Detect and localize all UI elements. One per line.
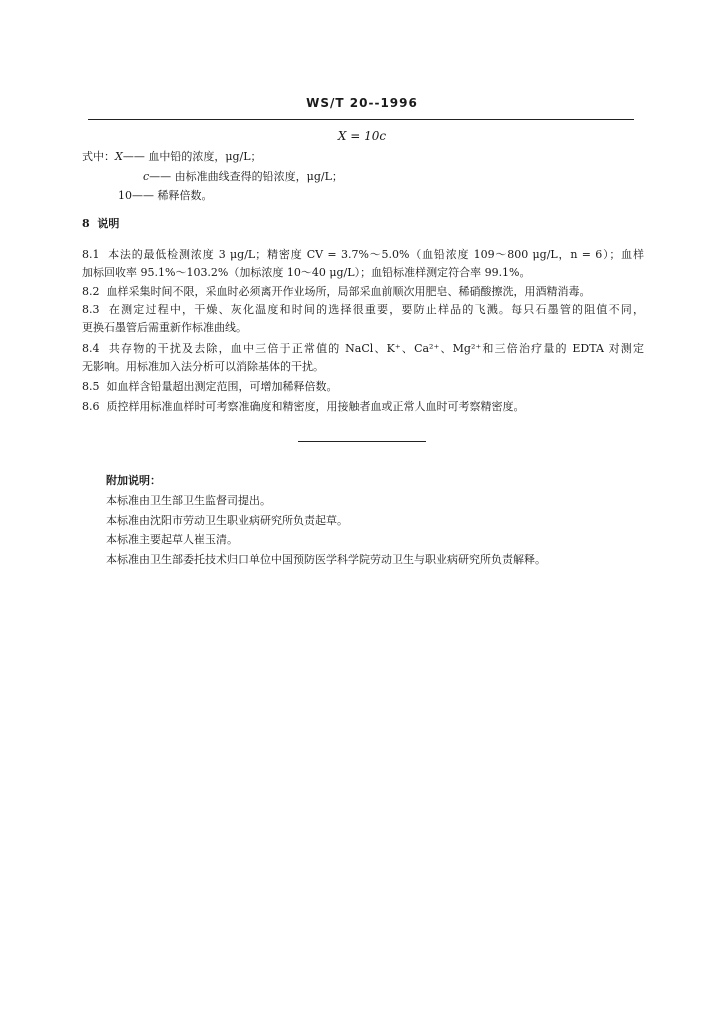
definition-c <box>143 170 343 184</box>
definition-symbol: c <box>143 170 150 183</box>
item-8-2 <box>82 285 591 299</box>
item-8-4 <box>82 342 644 356</box>
definition-symbol: X <box>115 150 123 163</box>
definition-prefix: 式中： <box>82 150 115 163</box>
definition-text: —— 稀释倍数。 <box>132 189 213 202</box>
notes-line: 本标准由卫生部卫生监督司提出。 <box>106 494 271 507</box>
notes-title: 附加说明： <box>106 474 161 487</box>
definition-text: —— 由标准曲线查得的铅浓度，μg/L； <box>149 170 343 183</box>
notes-line: 本标准由沈阳市劳动卫生职业病研究所负责起草。 <box>106 514 348 527</box>
section-heading <box>82 217 119 231</box>
notes-line: 本标准由卫生部委托技术归口单位中国预防医学科学院劳动卫生与职业病研究所负责解释。 <box>106 553 546 566</box>
item-number: 8.2 <box>82 285 100 298</box>
item-8-5 <box>82 380 338 394</box>
item-text: 质控样用标准血样时可考察准确度和精密度，用接触者血或正常人血时可考察精密度。 <box>106 400 525 413</box>
item-number: 8.6 <box>82 400 100 413</box>
item-8-1-cont: 加标回收率 95.1%～103.2%（加标浓度 10～40 μg/L）；血铅标准样测定符合率 99.1%。 <box>82 266 531 279</box>
definition-text: —— 血中铅的浓度，μg/L； <box>122 150 262 163</box>
item-8-4-cont: 无影响。用标准加入法分析可以消除基体的干扰。 <box>82 360 324 373</box>
item-number: 8.3 <box>82 303 100 316</box>
standard-code-header: WS/T 20--1996 <box>306 96 418 110</box>
item-8-6 <box>82 400 525 414</box>
item-8-3 <box>82 303 644 317</box>
item-8-3-cont: 更换石墨管后需重新作标准曲线。 <box>82 321 247 334</box>
section-title: 说明 <box>97 217 120 230</box>
item-text: 共存物的干扰及去除，血中三倍于正常值的 NaCl、K⁺、Ca²⁺、Mg²⁺和三倍治疗量的 EDTA 对测定 <box>108 342 644 355</box>
section-number: 8 <box>82 217 90 230</box>
item-number: 8.1 <box>82 248 100 261</box>
definition-symbol: 10 <box>118 189 132 202</box>
item-number: 8.5 <box>82 380 100 393</box>
item-number: 8.4 <box>82 342 100 355</box>
item-text: 如血样含铅量超出测定范围，可增加稀释倍数。 <box>106 380 338 393</box>
item-text: 在测定过程中，干燥、灰化温度和时间的选择很重要，要防止样品的飞溅。每只石墨管的阻值不同， <box>108 303 644 316</box>
notes-line: 本标准主要起草人崔玉清。 <box>106 533 238 546</box>
header-rule <box>88 119 634 120</box>
section-divider <box>298 441 426 442</box>
item-text: 本法的最低检测浓度 3 μg/L；精密度 CV = 3.7%～5.0%（血铅浓度 109～800 μg/L，n = 6）；血样 <box>108 248 644 261</box>
definition-10 <box>118 189 213 203</box>
definition-x <box>82 150 262 164</box>
item-8-1 <box>82 248 644 262</box>
item-text: 血样采集时间不限，采血时必须离开作业场所，局部采血前顺次用肥皂、稀硝酸擦洗，用酒精消毒。 <box>106 285 591 298</box>
formula: X = 10c <box>337 129 387 143</box>
